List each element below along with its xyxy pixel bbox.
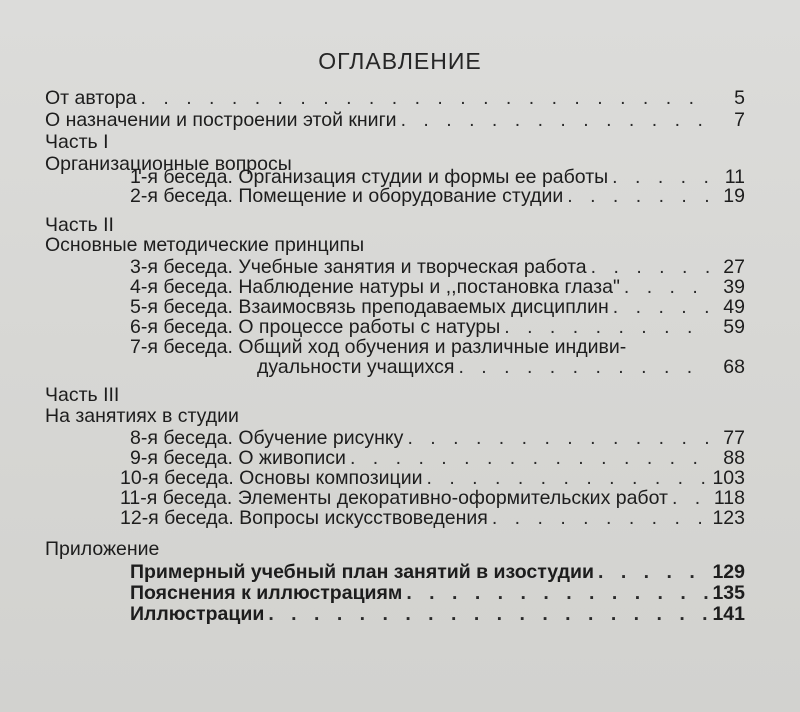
toc-entry-label: Иллюстрации (130, 603, 265, 625)
dot-leader (407, 427, 711, 449)
dot-leader (567, 185, 711, 207)
toc-entry-label: 9-я беседа. О живописи (130, 447, 346, 469)
dot-leader (672, 487, 710, 509)
part-heading-2: Часть II (45, 214, 114, 236)
toc-entry (130, 316, 745, 338)
toc-entry (130, 256, 745, 278)
toc-entry-label: 10-я беседа. Основы композиции (120, 467, 423, 489)
toc-entry-label: О назначении и построении этой книги (45, 109, 397, 131)
dot-leader (613, 296, 711, 318)
toc-entry-label: Примерный учебный план занятий в изостудии (130, 561, 595, 583)
dot-leader (401, 109, 711, 131)
toc-entry-label: 8-я беседа. Обучение рисунку (130, 427, 404, 449)
dot-leader (591, 256, 711, 278)
toc-entry-page: 141 (712, 603, 745, 625)
toc-entry-page: 129 (712, 561, 745, 583)
toc-entry (130, 427, 745, 449)
toc-entry-page: 77 (723, 427, 745, 449)
toc-entry (130, 185, 745, 207)
toc-entry (130, 296, 745, 318)
toc-entry-page: 59 (723, 316, 745, 338)
toc-entry-page: 68 (723, 356, 745, 378)
toc-entry-label: 1-я беседа. Организация студии и формы ее работы (130, 166, 609, 188)
toc-entry-label: 7-я беседа. Общий ход обучения и различные индиви- (130, 336, 627, 358)
toc-entry-label: 12-я беседа. Вопросы искусствоведения (120, 507, 488, 529)
toc-entry-label: 11-я беседа. Элементы декоративно-оформительских работ (120, 487, 668, 509)
toc-entry-page: 118 (713, 487, 745, 509)
toc-entry-page: 11 (724, 166, 745, 188)
toc-entry-label: 5-я беседа. Взаимосвязь преподаваемых дисциплин (130, 296, 609, 318)
toc-entry-continued (257, 356, 745, 378)
dot-leader (141, 87, 711, 109)
toc-entry-page: 135 (712, 582, 745, 604)
toc-entry (130, 276, 745, 298)
dot-leader (268, 603, 708, 625)
toc-entry (120, 487, 745, 509)
toc-entry (120, 507, 745, 529)
toc-entry-page: 49 (723, 296, 745, 318)
toc-entry-label: 3-я беседа. Учебные занятия и творческая работа (130, 256, 587, 278)
toc-entry-label: От автора (45, 87, 137, 109)
toc-entry-page: 39 (723, 276, 745, 298)
toc-entry (130, 561, 745, 583)
appendix-heading: Приложение (45, 538, 160, 560)
toc-entry-page: 5 (734, 87, 745, 109)
part-heading-1: Часть I (45, 131, 109, 153)
toc-entry-label: 4-я беседа. Наблюдение натуры и ,,постановка глаза" (130, 276, 620, 298)
page-title: ОГЛАВЛЕНИЕ (318, 48, 482, 74)
dot-leader (426, 467, 708, 489)
toc-entry (130, 447, 745, 469)
toc-entry-label: Пояснения к иллюстрациям (130, 582, 403, 604)
toc-entry (130, 582, 745, 604)
dot-leader (492, 507, 709, 529)
toc-entry-page: 19 (723, 185, 745, 207)
dot-leader (624, 276, 711, 298)
toc-entry-label: 6-я беседа. О процессе работы с натуры (130, 316, 501, 338)
toc-entry-page: 103 (712, 467, 745, 489)
part-subtitle-1: Организационные вопросы (45, 153, 292, 175)
dot-leader (504, 316, 711, 338)
dot-leader (598, 561, 708, 583)
toc-entry-page: 27 (723, 256, 745, 278)
toc-entry-page: 88 (723, 447, 745, 469)
toc-entry-label: 2-я беседа. Помещение и оборудование студии (130, 185, 564, 207)
toc-entry-page: 7 (734, 109, 745, 131)
toc-entry-author (45, 87, 745, 109)
toc-entry-purpose (45, 109, 745, 131)
part-heading-3: Часть III (45, 384, 120, 406)
dot-leader (350, 447, 711, 469)
dot-leader (458, 356, 711, 378)
dot-leader (406, 582, 708, 604)
toc-entry-page: 123 (712, 507, 745, 529)
toc-entry (130, 603, 745, 625)
toc-entry (120, 467, 745, 489)
part-subtitle-3: На занятиях в студии (45, 405, 239, 427)
toc-entry-label-continued: дуальности учащихся (257, 356, 455, 378)
part-subtitle-2: Основные методические принципы (45, 234, 365, 256)
